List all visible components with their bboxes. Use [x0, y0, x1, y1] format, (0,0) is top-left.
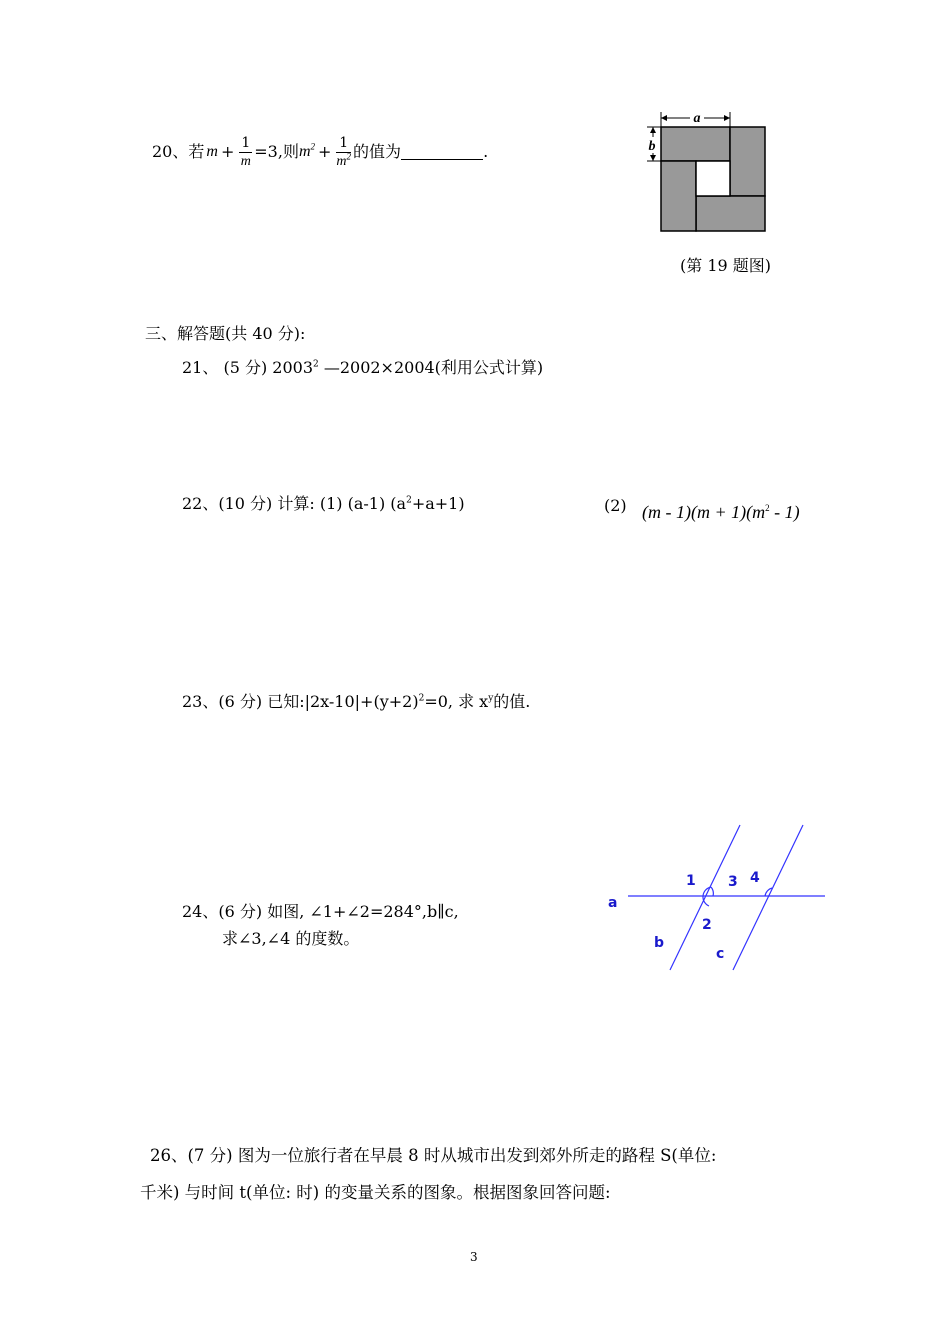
question-20 [152, 132, 488, 172]
fig24-label-3: 3 [728, 874, 738, 890]
angle-2-arc [703, 896, 709, 906]
q20-answer-blank[interactable] [401, 145, 483, 160]
question-26-line-1: 26、(7 分) 图为一位旅行者在早晨 8 时从城市出发到郊外所走的路程 S(单位: [150, 1146, 717, 1165]
figure-19-caption: (第 19 题图) [680, 256, 772, 275]
q22-part2-expression: $(m - 1)(m + 1)(m^2 - 1)$ [642, 502, 800, 522]
q20-fraction-2 [336, 134, 351, 171]
rect-left [661, 161, 696, 231]
q20-frac1-denominator: m [240, 153, 251, 169]
q20-frac1-numerator: 1 [241, 134, 251, 151]
fig24-label-2: 2 [702, 917, 712, 933]
question-26-line-2: 千米) 与时间 t(单位: 时) 的变量关系的图象。根据图象回答问题: [140, 1183, 611, 1202]
arrow-down-icon [650, 155, 656, 161]
q21-exponent: 2 [313, 359, 319, 370]
question-22-part-2 [604, 496, 627, 516]
fig24-label-a: a [608, 895, 618, 911]
q20-frac2-denominator: $m^2$ [336, 150, 352, 169]
question-21 [182, 358, 543, 378]
center-square [696, 161, 730, 196]
q20-tail: 的值为 [353, 142, 402, 161]
rect-top [661, 127, 730, 161]
page-number: 3 [470, 1250, 478, 1264]
fig24-label-4: 4 [750, 870, 760, 886]
arrow-left-icon [661, 115, 667, 121]
rect-bottom [696, 196, 765, 231]
section-3-title: 三、解答题(共 40 分): [145, 324, 306, 343]
fig24-label-c: c [716, 946, 725, 962]
q21-prefix: 21、 (5 分) 2003 [182, 358, 314, 377]
angle-3-arc [711, 887, 713, 896]
figure-19 [640, 105, 780, 240]
q22-part1-exponent: 2 [406, 495, 412, 506]
fig24-label-b: b [654, 935, 665, 951]
q22-part1-rest: +a+1) [411, 494, 465, 513]
line-b [670, 825, 740, 970]
q20-plus-2: + [318, 142, 332, 161]
q20-period: . [483, 142, 489, 161]
question-24-line-1: 24、(6 分) 如图, ∠1+∠2=284°,b∥c, [182, 902, 459, 921]
q21-rest: —2002×2004(利用公式计算) [318, 358, 544, 377]
question-22-part-1 [182, 494, 465, 514]
fig24-label-1: 1 [686, 873, 696, 889]
arrow-right-icon [724, 115, 730, 121]
rect-right [730, 127, 765, 196]
line-c [733, 825, 803, 970]
figure-24 [600, 820, 830, 980]
arrow-up-icon [650, 127, 656, 133]
q20-number: 20、若 [152, 142, 205, 161]
q20-plus: + [220, 142, 235, 161]
question-23: 23、(6 分) 已知$:|2x-10|+(y+2)^2=0$, 求 $x^y$的值. [182, 692, 531, 711]
q20-frac2-numerator: 1 [336, 134, 351, 153]
q22-part2-label: (2) [604, 496, 627, 515]
q20-m: m [206, 143, 218, 160]
question-24-line-2: 求∠3,∠4 的度数。 [222, 929, 360, 948]
q20-equals: =3,则 [254, 142, 299, 161]
q22-part1-prefix: 22、(10 分) 计算: (1) (a-1) (a [182, 494, 407, 513]
q20-m-squared: $m^2$ [298, 141, 316, 160]
fig19-label-b: b [648, 139, 656, 154]
fig19-label-a: a [693, 111, 701, 126]
q20-fraction-1 [239, 134, 252, 171]
